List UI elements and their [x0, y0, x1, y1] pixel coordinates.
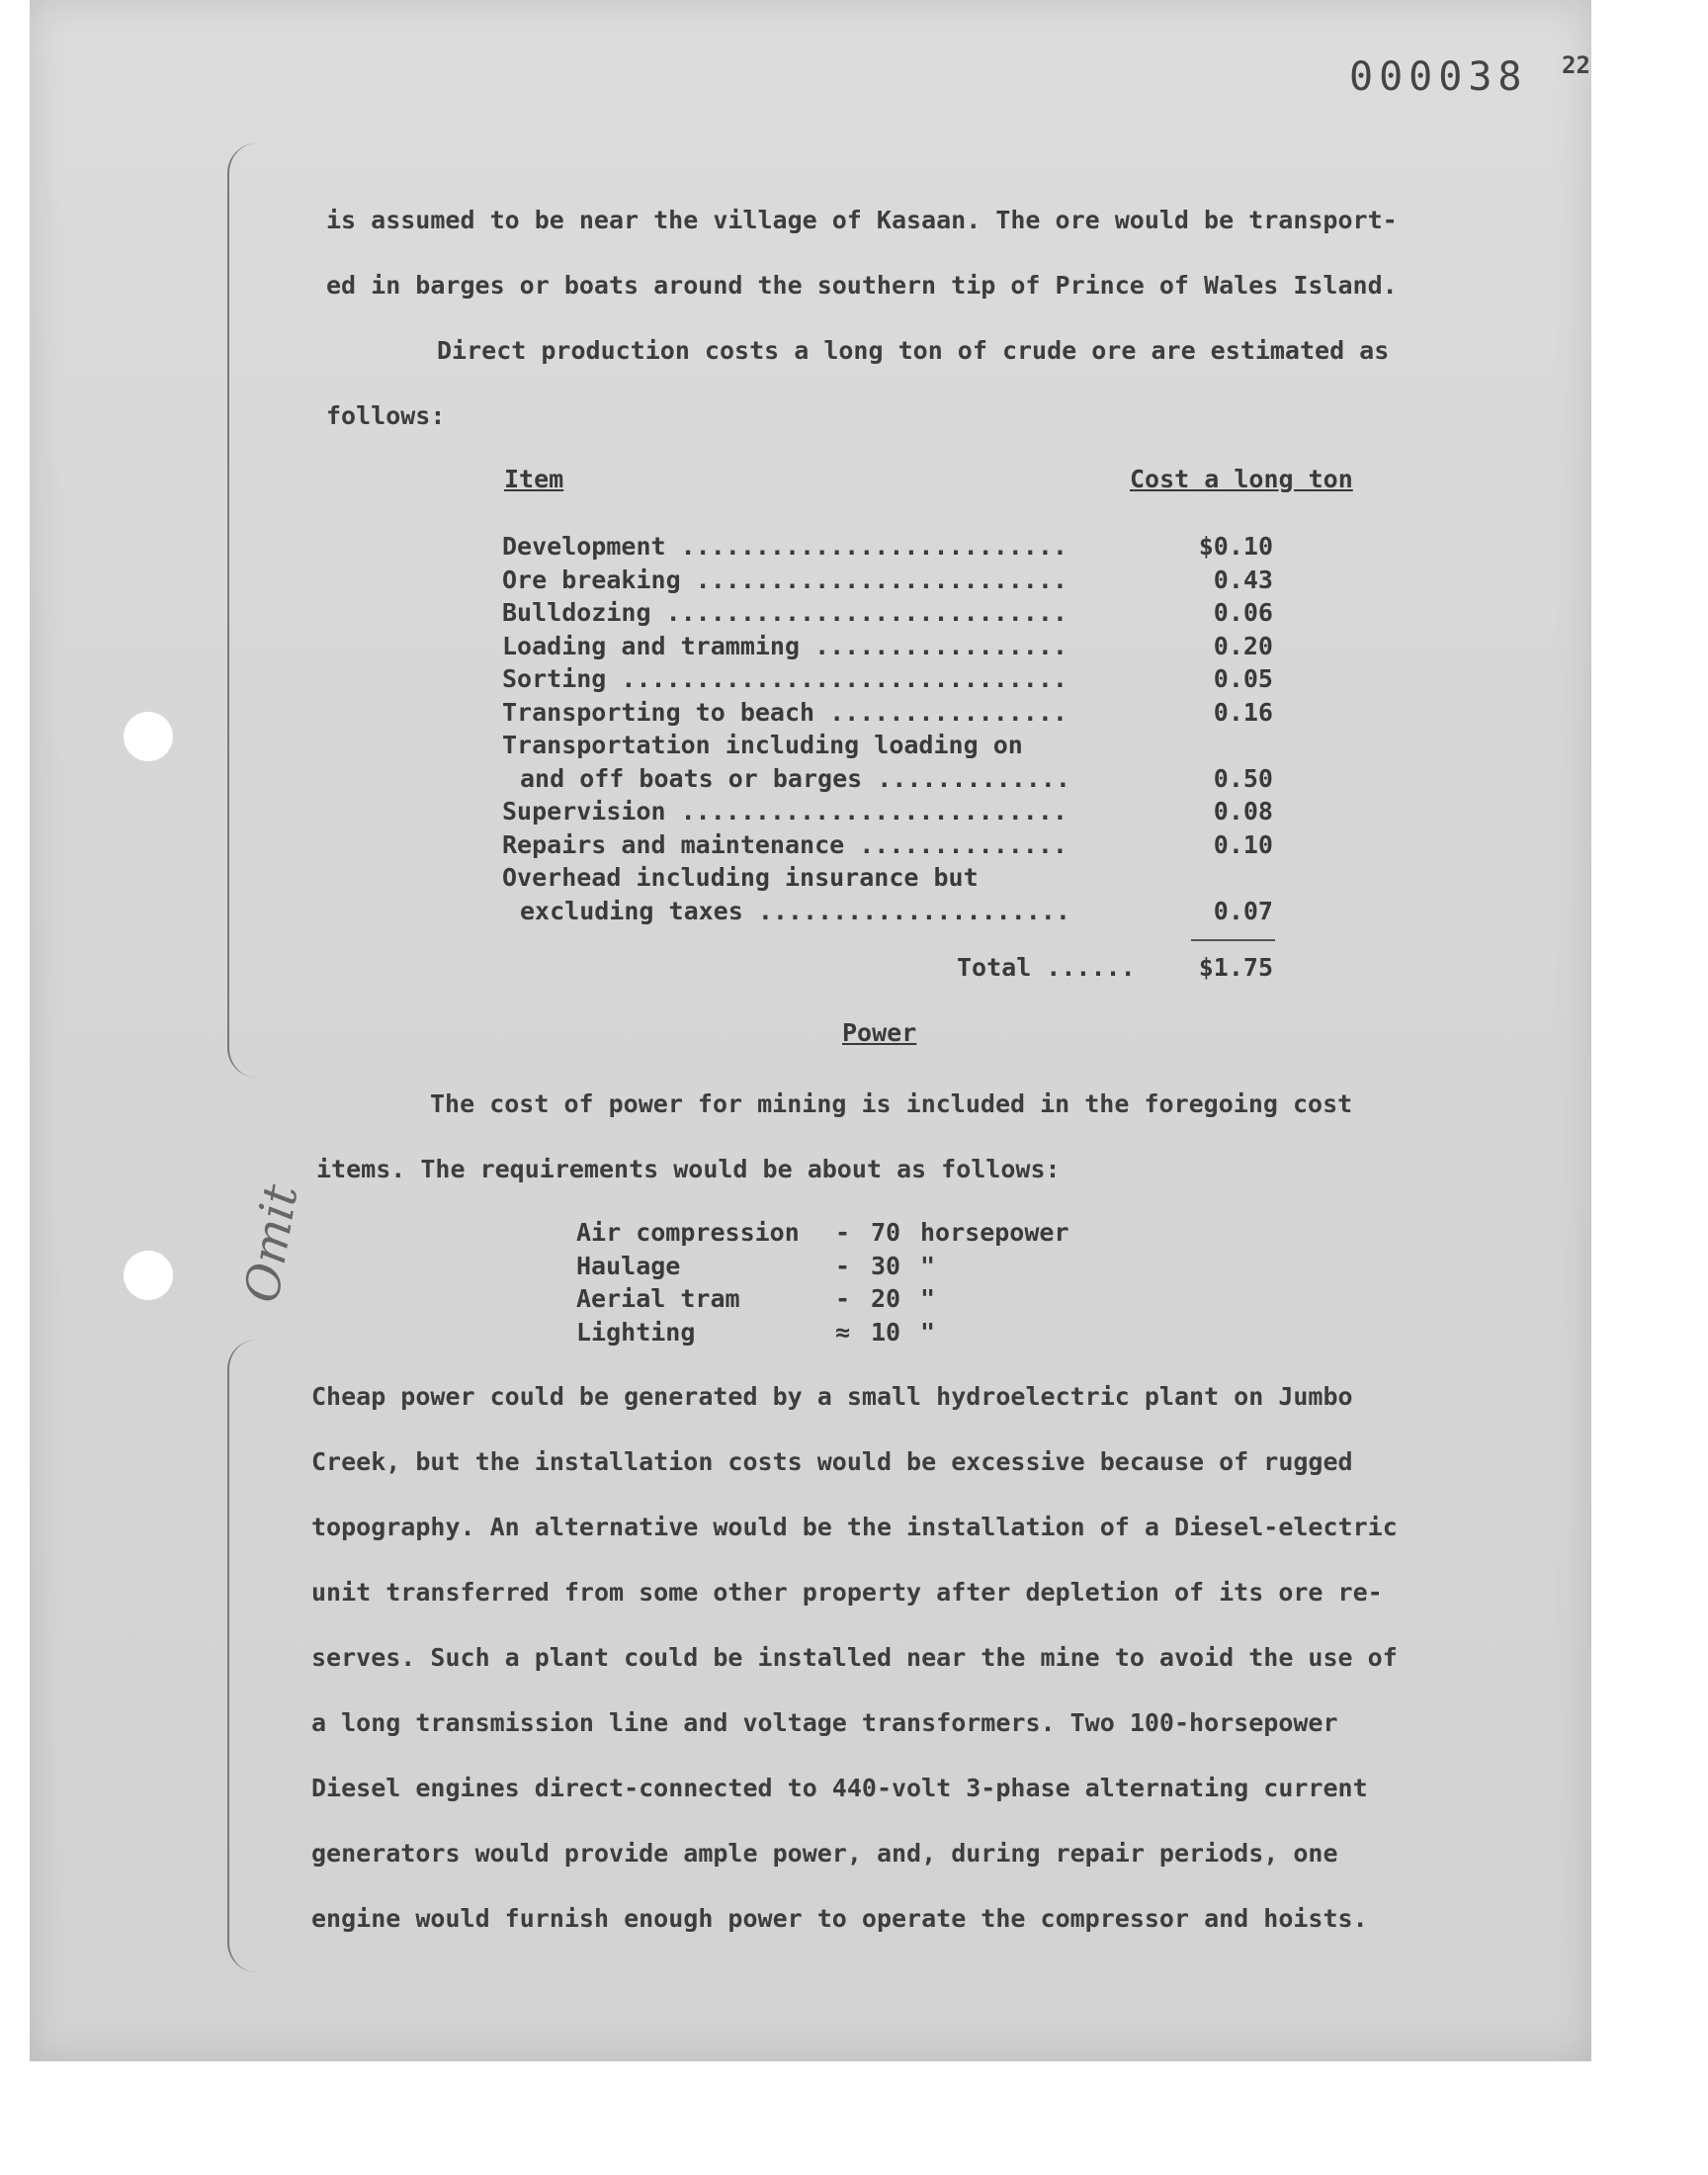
text-line: topography. An alternative would be the installation of a Diesel-electric: [311, 1513, 1398, 1541]
row-label: Development ..........................: [502, 532, 1068, 561]
table-row: [502, 596, 1283, 630]
text-line: is assumed to be near the village of Kasaan. The ore would be transport-: [326, 206, 1398, 234]
requirement-unit: ": [920, 1251, 936, 1280]
row-amount: $0.10: [1198, 532, 1273, 561]
power-intro-paragraph: [316, 1072, 1542, 1202]
text-line: Creek, but the installation costs would be excessive because of rugged: [311, 1447, 1353, 1476]
text-line: Direct production costs a long ton of crude ore are estimated as: [437, 336, 1390, 365]
table-row: [502, 861, 1283, 895]
row-amount: 0.16: [1213, 697, 1273, 727]
text-line: The cost of power for mining is included in the foregoing cost: [430, 1089, 1353, 1118]
requirement-unit: horsepower: [920, 1218, 1069, 1247]
table-row: [502, 729, 1283, 762]
margin-bracket-top: [227, 143, 269, 1078]
table-row: [502, 696, 1283, 730]
text-line: a long transmission line and voltage transformers. Two 100-horsepower: [311, 1708, 1338, 1737]
row-label: Transportation including loading on: [502, 731, 1023, 759]
text-line: Diesel engines direct-connected to 440-volt 3-phase alternating current: [311, 1774, 1368, 1802]
requirement-dash: -: [835, 1251, 851, 1280]
text-line: Cheap power could be generated by a small hydroelectric plant on Jumbo: [311, 1382, 1353, 1411]
punch-hole: [124, 712, 173, 761]
row-amount: 0.50: [1213, 763, 1273, 793]
row-amount: 0.10: [1213, 829, 1273, 859]
row-label: Overhead including insurance but: [502, 863, 979, 892]
requirement-value: 30: [871, 1251, 901, 1280]
row-label: Supervision ..........................: [502, 797, 1068, 826]
row-amount: 0.05: [1213, 664, 1273, 693]
table-row: [502, 662, 1283, 696]
total-label: Total ......: [957, 953, 1136, 982]
requirement-name: Lighting: [576, 1317, 696, 1347]
requirement-dash: -: [835, 1218, 851, 1247]
text-line: unit transferred from some other property after depletion of its ore re-: [311, 1578, 1383, 1607]
row-label: Bulldozing ...........................: [502, 598, 1068, 627]
row-label: Loading and tramming .................: [502, 631, 1068, 660]
cost-table: [502, 530, 1283, 927]
page-number: 22: [1562, 51, 1590, 79]
table-row: [502, 762, 1283, 796]
table-row: [502, 630, 1283, 663]
intro-paragraph: [326, 188, 1542, 318]
text-line: serves. Such a plant could be installed near the mine to avoid the use of: [311, 1643, 1398, 1672]
requirement-unit: ": [920, 1317, 936, 1347]
requirement-name: Aerial tram: [576, 1284, 740, 1313]
row-amount: 0.43: [1213, 565, 1273, 594]
requirement-value: 10: [871, 1317, 901, 1347]
table-row: [502, 828, 1283, 862]
total-amount: $1.75: [1198, 953, 1273, 982]
row-label: and off boats or barges .............: [520, 763, 1070, 793]
text-line: follows:: [326, 401, 446, 430]
row-amount: 0.08: [1213, 797, 1273, 826]
row-label: excluding taxes .....................: [520, 896, 1070, 925]
text-line: engine would furnish enough power to operate the compressor and hoists.: [311, 1904, 1368, 1933]
row-label: Repairs and maintenance ..............: [502, 829, 1068, 859]
table-row: [502, 564, 1283, 597]
row-amount: 0.20: [1213, 631, 1273, 660]
requirement-value: 70: [871, 1218, 901, 1247]
text-line: ed in barges or boats around the southern tip of Prince of Wales Island.: [326, 271, 1398, 300]
section-heading-power: Power: [842, 1018, 917, 1047]
table-row: [502, 795, 1283, 828]
requirement-value: 20: [871, 1284, 901, 1313]
handwritten-margin-note: Omit: [233, 1180, 309, 1307]
punch-hole: [124, 1251, 173, 1300]
power-body-paragraph: [311, 1364, 1542, 1952]
row-label: Ore breaking .........................: [502, 565, 1068, 594]
document-page: [30, 0, 1591, 2061]
total-rule: [1191, 939, 1275, 941]
requirement-unit: ": [920, 1284, 936, 1313]
document-number: 000038: [1349, 54, 1528, 100]
text-line: generators would provide ample power, and, during repair periods, one: [311, 1839, 1338, 1868]
margin-bracket-bottom: [227, 1340, 269, 1972]
requirement-dash: -: [835, 1284, 851, 1313]
column-header-cost: Cost a long ton: [1130, 465, 1353, 493]
requirement-dash: ≈: [835, 1317, 851, 1347]
row-amount: 0.07: [1213, 896, 1273, 925]
column-header-item: Item: [504, 465, 564, 493]
row-label: Sorting ..............................: [502, 664, 1068, 693]
table-row: [502, 530, 1283, 564]
text-line: items. The requirements would be about as follows:: [316, 1155, 1061, 1183]
requirement-name: Air compression: [576, 1218, 800, 1247]
row-amount: 0.06: [1213, 598, 1273, 627]
cost-intro-paragraph: [326, 318, 1542, 449]
table-row: [502, 895, 1283, 928]
row-label: Transporting to beach ................: [502, 697, 1068, 727]
requirement-name: Haulage: [576, 1251, 681, 1280]
